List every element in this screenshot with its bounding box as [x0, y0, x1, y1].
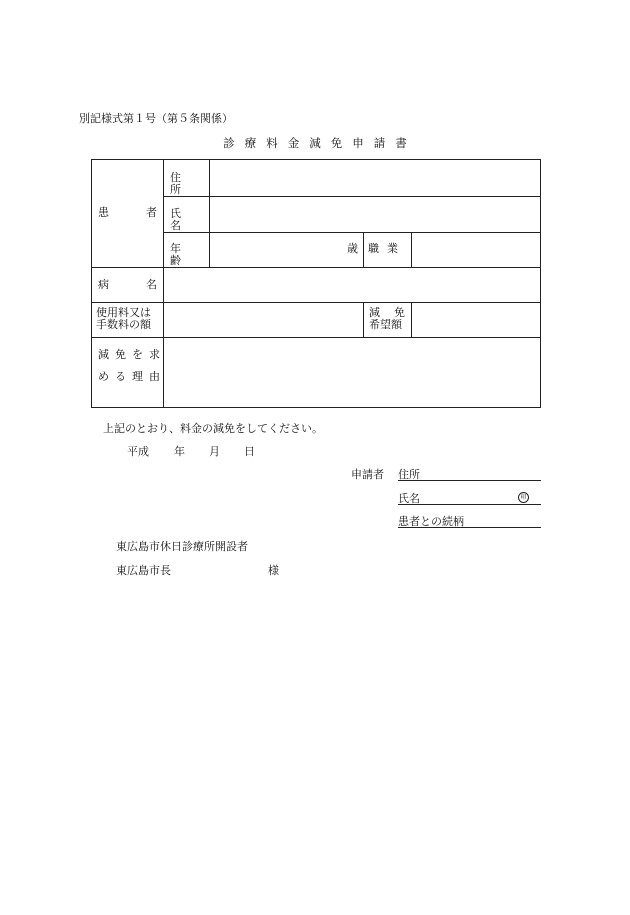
occupation-label: 職業: [368, 242, 406, 255]
table-rule: [363, 232, 364, 267]
reason-label: 減免を求 める理由: [98, 348, 166, 383]
table-rule: [92, 302, 540, 303]
table-rule: [411, 302, 412, 337]
relationship-label: 患者との続柄: [398, 515, 464, 528]
age-label: 年齢: [170, 242, 189, 267]
disease-field[interactable]: [165, 269, 539, 300]
occupation-field[interactable]: [413, 234, 539, 265]
applicant-address-line[interactable]: [398, 466, 541, 481]
declaration-text: 上記のとおり、料金の減免をしてください。: [103, 422, 323, 435]
address-label: 住所: [170, 171, 189, 196]
age-field[interactable]: [211, 234, 361, 265]
table-rule: [363, 302, 364, 337]
form-number: 別記様式第１号（第５条関係）: [79, 112, 233, 125]
table-rule: [92, 267, 540, 268]
address-field[interactable]: [211, 162, 539, 194]
name-label: 氏名: [170, 207, 189, 232]
seal-mark-icon: 印: [518, 492, 529, 503]
table-rule: [209, 160, 210, 267]
table-rule: [411, 232, 412, 267]
name-field[interactable]: [211, 198, 539, 230]
table-rule: [163, 232, 541, 233]
disease-label: 病 名: [98, 278, 157, 291]
addressee-line2: 東広島市長: [116, 564, 171, 577]
applicant-name-label: 氏名: [398, 492, 420, 505]
table-rule: [163, 196, 541, 197]
application-table: [91, 159, 541, 408]
table-rule: [92, 337, 540, 338]
document-title: 診療料金減免申請書: [223, 136, 417, 150]
fee-field[interactable]: [165, 304, 361, 335]
patient-label: 患 者: [98, 206, 157, 219]
age-unit: 歳: [347, 242, 358, 255]
reason-field[interactable]: [165, 339, 539, 405]
addressee-honorific: 様: [268, 564, 279, 577]
reduction-amount-label: 減 免 希望額: [369, 306, 405, 331]
addressee-line1: 東広島市休日診療所開設者: [116, 540, 248, 553]
applicant-address-label: 住所: [398, 468, 420, 481]
relationship-line[interactable]: [398, 513, 541, 528]
application-date: 平成 年 月 日: [127, 445, 255, 458]
applicant-label: 申請者: [351, 468, 384, 481]
reduction-amount-field[interactable]: [413, 304, 539, 335]
applicant-name-line[interactable]: [398, 490, 541, 505]
fee-label: 使用料又は 手数料の額: [96, 306, 151, 331]
